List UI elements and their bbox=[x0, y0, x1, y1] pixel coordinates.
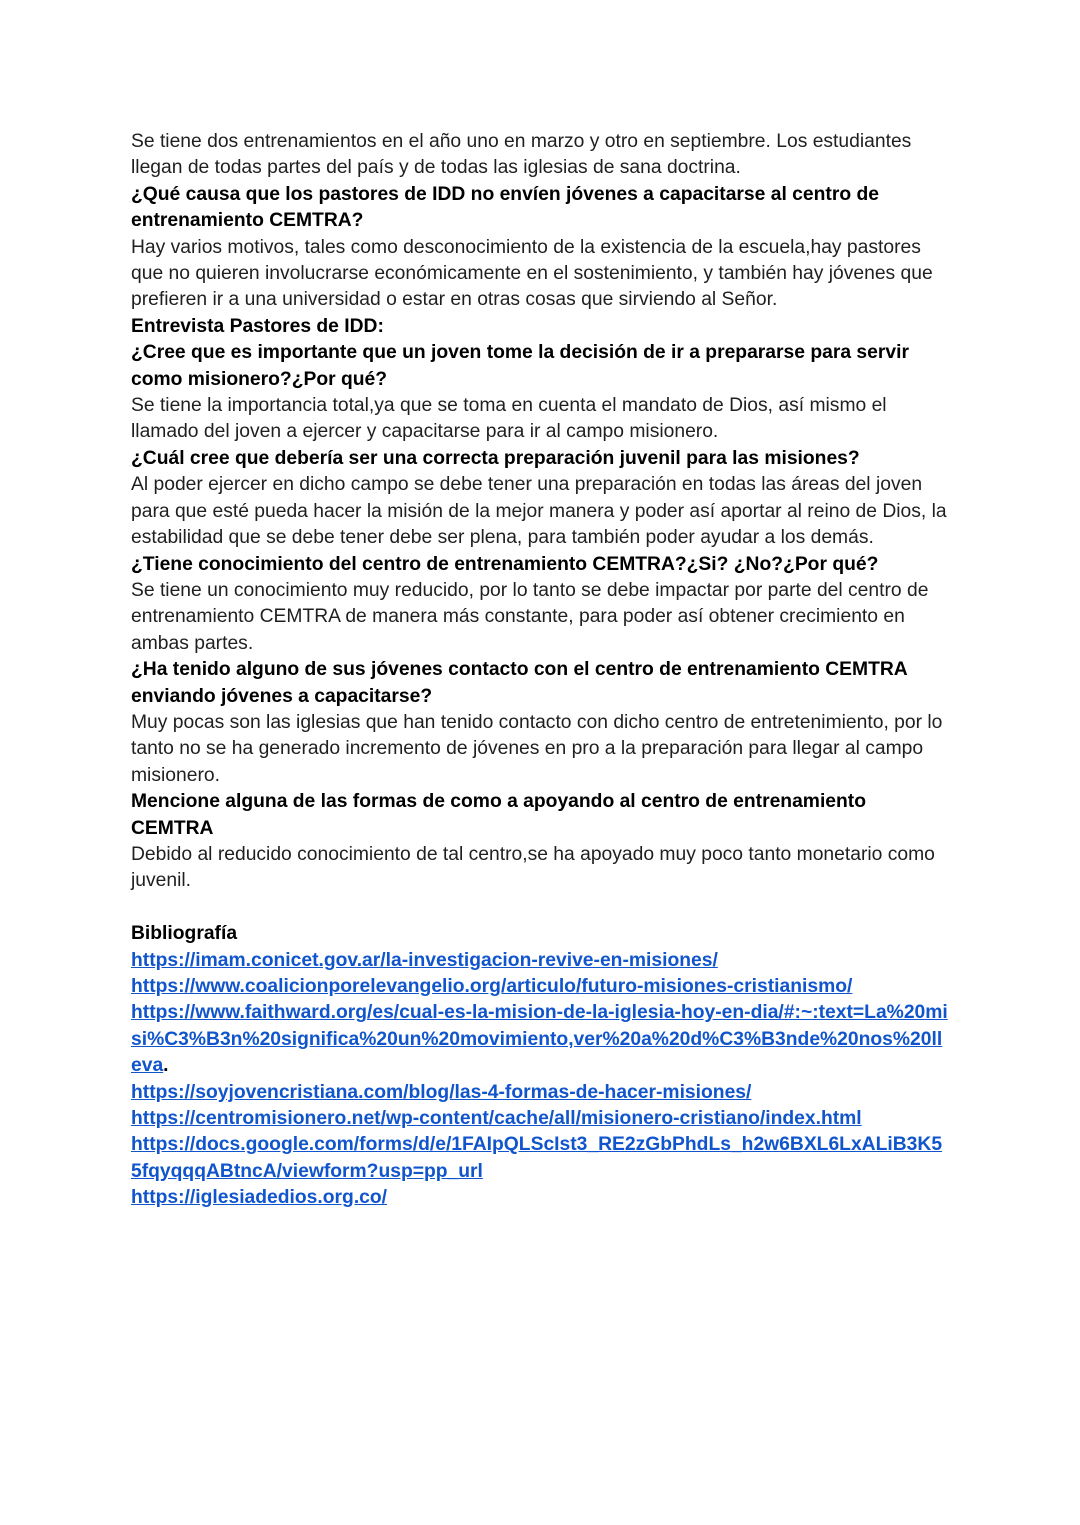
spacer bbox=[131, 895, 951, 921]
bibliography-heading: Bibliografía bbox=[131, 923, 238, 945]
question-heading: Mencione alguna de las formas de como a apoyando al centro de entrenamiento CEMTRA bbox=[131, 791, 867, 839]
bibliography-link[interactable]: https://docs.google.com/forms/d/e/1FAIpQLScIst3_RE2zGbPhdLs_h2w6BXL6LxALiB3K55fqyqqqABtncA/viewform?usp=pp_url bbox=[131, 1134, 943, 1182]
paragraph: Se tiene dos entrenamientos en el año uno en marzo y otro en septiembre. Los estudiantes llegan de todas partes del país y de todas las iglesias de sana doctrina. bbox=[131, 131, 912, 179]
bibliography-entry bbox=[131, 1000, 951, 1079]
bibliography-link[interactable]: https://iglesiadedios.org.co/ bbox=[131, 1187, 388, 1209]
paragraph: Hay varios motivos, tales como desconocimiento de la existencia de la escuela,hay pastores que no quieren involucrarse económicamente en el sostenimiento, y también hay jóvenes que prefieren ir a una universidad o estar en otras cosas que sirviendo al Señor. bbox=[131, 236, 933, 311]
bibliography-link[interactable]: https://soyjovencristiana.com/blog/las-4-formas-de-hacer-misiones/ bbox=[131, 1081, 752, 1103]
question-heading: ¿Cree que es importante que un joven tome la decisión de ir a prepararse para servir como misionero?¿Por qué? bbox=[131, 342, 909, 390]
question-heading: ¿Tiene conocimiento del centro de entrenamiento CEMTRA?¿Si? ¿No?¿Por qué? bbox=[131, 553, 879, 575]
paragraph: Debido al reducido conocimiento de tal centro,se ha apoyado muy poco tanto monetario como juvenil. bbox=[131, 843, 935, 892]
document-page bbox=[131, 129, 951, 1212]
question-heading: ¿Cuál cree que debería ser una correcta preparación juvenil para las misiones? bbox=[131, 447, 860, 469]
question-heading: ¿Qué causa que los pastores de IDD no envíen jóvenes a capacitarse al centro de entrenamiento CEMTRA? bbox=[131, 183, 879, 232]
question-heading: ¿Ha tenido alguno de sus jóvenes contacto con el centro de entrenamiento CEMTRA enviando jóvenes a capacitarse? bbox=[131, 659, 908, 707]
bibliography-link[interactable]: https://www.coalicionporelevangelio.org/articulo/futuro-misiones-cristianismo/ bbox=[131, 975, 853, 997]
section-heading: Entrevista Pastores de IDD: bbox=[131, 315, 384, 337]
bibliography-link[interactable]: https://imam.conicet.gov.ar/la-investigacion-revive-en-misiones/ bbox=[131, 949, 718, 971]
paragraph: Se tiene la importancia total,ya que se toma en cuenta el mandato de Dios, así mismo el llamado del joven a ejercer y capacitarse para ir al campo misionero. bbox=[131, 395, 887, 443]
trailing-period: . bbox=[163, 1055, 169, 1077]
paragraph: Se tiene un conocimiento muy reducido, por lo tanto se debe impactar por parte del centro de entrenamiento CEMTRA de manera más constante, para poder así obtener crecimiento en ambas partes. bbox=[131, 579, 929, 654]
bibliography-link[interactable]: https://centromisionero.net/wp-content/cache/all/misionero-cristiano/index.html bbox=[131, 1108, 862, 1130]
paragraph: Muy pocas son las iglesias que han tenido contacto con dicho centro de entretenimiento, por lo tanto no se ha generado incremento de jóvenes en pro a la preparación para llegar al campo misionero. bbox=[131, 711, 943, 786]
paragraph: Al poder ejercer en dicho campo se debe tener una preparación en todas las áreas del joven para que esté pueda hacer la misión de la mejor manera y poder así aportar al reino de Dios, la estabilidad que se debe tener debe ser plena, para también poder ayudar a los demás. bbox=[131, 474, 947, 549]
bibliography-list bbox=[131, 948, 951, 1212]
bibliography-link[interactable]: https://www.faithward.org/es/cual-es-la-mision-de-la-iglesia-hoy-en-dia/#:~:text=La%20misi%C3%B3n%20significa%20un%20movimiento,ver%20a%20d%C3%B3nde%20nos%20lleva bbox=[131, 1002, 948, 1077]
